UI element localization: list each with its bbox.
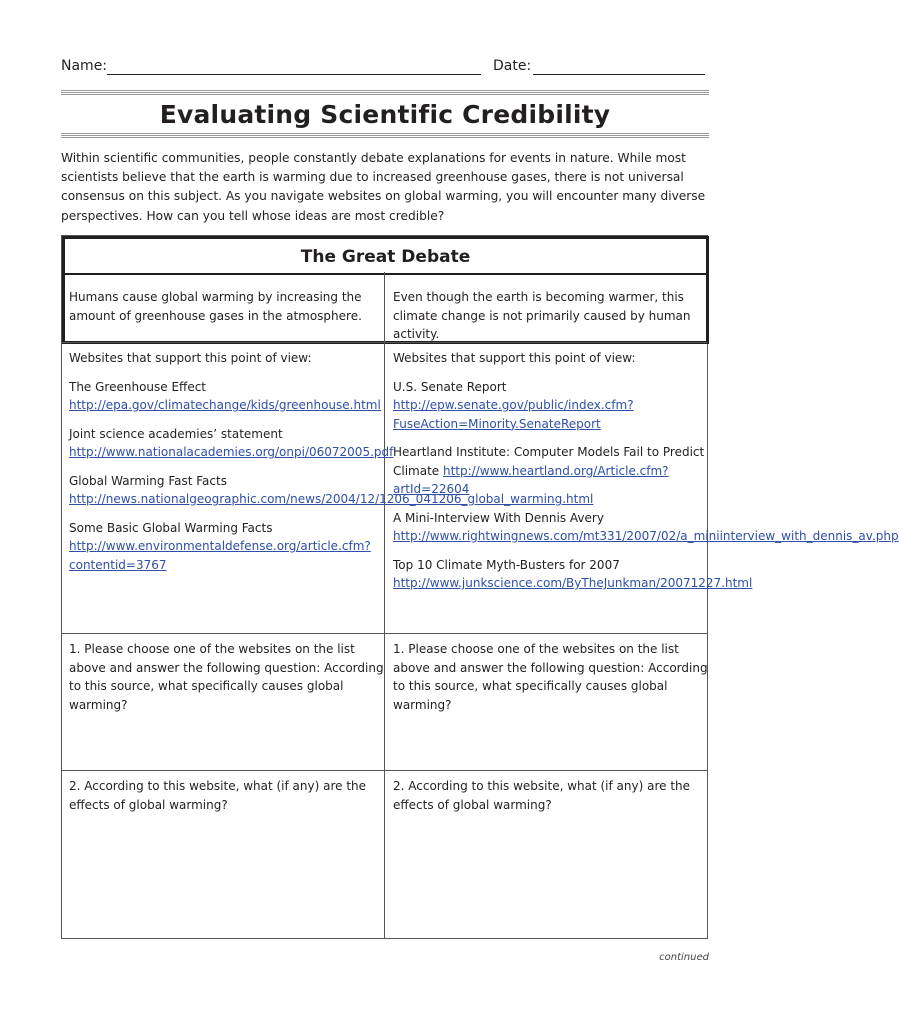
website-link[interactable]: http://www.environmentaldefense.org/article.cfm?contentid=3767 — [69, 539, 371, 572]
name-field[interactable] — [107, 74, 481, 75]
website-link[interactable]: http://news.nationalgeographic.com/news/2004/12/1206_041206_global_warming.html — [69, 492, 594, 506]
page-title: Evaluating Scientific Credibility — [159, 100, 611, 129]
right-sites-list — [393, 378, 899, 593]
header-line — [61, 56, 711, 80]
website-link[interactable]: http://www.rightwingnews.com/mt331/2007/02/a_miniinterview_with_dennis_av.php — [393, 529, 899, 543]
website-link[interactable]: http://www.nationalacademies.org/onpi/06072005.pdf — [69, 445, 394, 459]
website-name: The Greenhouse Effect — [69, 379, 207, 394]
left-support-label: Websites that support this point of view: — [69, 351, 312, 365]
website-link[interactable]: http://www.junkscience.com/ByTheJunkman/20071227.html — [393, 576, 753, 590]
website-entry — [393, 378, 709, 434]
intro-paragraph: Within scientific communities, people constantly debate explanations for events in nature. While most scientists believe that the earth is warming due to increased greenhouse gases, there is not universal consensus on this subject. As you navigate websites on global warming, you will encounter many diverse perspectives. How can you tell whose ideas are most credible? — [61, 151, 706, 223]
debate-table — [61, 235, 899, 939]
date-field[interactable] — [533, 74, 705, 75]
left-question-1: 1. Please choose one of the websites on the list above and answer the following question: According to this source, what specifically causes global warming? — [69, 642, 384, 712]
continued-note: continued — [659, 952, 709, 963]
website-link[interactable]: http://www.heartland.org/Article.cfm?artId=22604 — [393, 463, 669, 496]
date-label: Date: — [493, 58, 532, 74]
bottom-rule — [61, 133, 709, 138]
website-name: Top 10 Climate Myth-Busters for 2007 — [393, 557, 620, 572]
right-support-label: Websites that support this point of view: — [393, 351, 636, 365]
right-question-2: 2. According to this website, what (if any) are the effects of global warming? — [393, 779, 691, 812]
website-name: U.S. Senate Report — [393, 379, 507, 394]
website-name: Global Warming Fast Facts — [69, 473, 227, 488]
website-name: A Mini-Interview With Dennis Avery — [393, 510, 604, 525]
top-rule — [61, 90, 709, 95]
left-question-2: 2. According to this website, what (if any) are the effects of global warming? — [69, 779, 367, 812]
website-link[interactable]: http://epw.senate.gov/public/index.cfm?FuseAction=Minority.SenateReport — [393, 398, 634, 431]
row-divider — [62, 770, 707, 771]
website-link[interactable]: http://epa.gov/climatechange/kids/greenhouse.html — [69, 398, 381, 412]
left-position: Humans cause global warming by increasing the amount of greenhouse gases in the atmosphere. — [69, 290, 362, 323]
website-name: Joint science academies’ statement — [69, 426, 283, 441]
debate-title: The Great Debate — [300, 247, 471, 267]
website-entry — [393, 556, 753, 593]
website-entry — [393, 509, 899, 546]
website-entry — [69, 519, 385, 575]
website-entry — [69, 425, 394, 462]
row-divider — [62, 633, 707, 634]
website-entry — [69, 378, 385, 415]
title-divider — [65, 273, 706, 275]
name-label: Name: — [61, 58, 108, 74]
website-entry — [393, 443, 709, 499]
right-sites-cell — [393, 349, 899, 603]
website-name: Heartland Institute: Computer Models Fail to Predict Climate — [393, 445, 705, 478]
website-name: Some Basic Global Warming Facts — [69, 520, 273, 535]
right-position: Even though the earth is becoming warmer, this climate change is not primarily caused by human activity. — [393, 290, 691, 341]
right-question-1: 1. Please choose one of the websites on the list above and answer the following question: According to this source, what specifically causes global warming? — [393, 642, 708, 712]
